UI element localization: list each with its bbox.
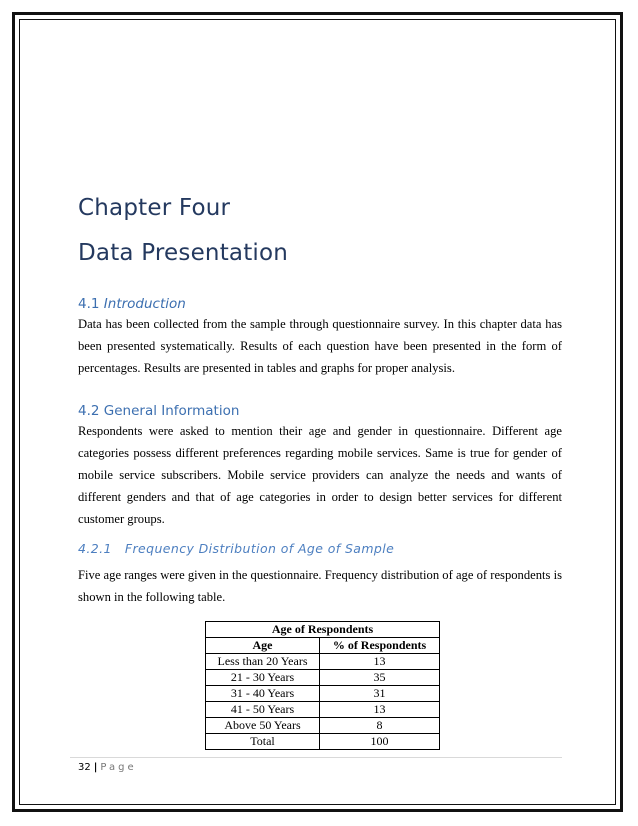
- paragraph-line: customer groups.: [78, 512, 165, 526]
- paragraph-line: percentages. Results are presented in tables and graphs for proper analysis.: [78, 361, 455, 375]
- table-caption: Age of Respondents: [206, 622, 440, 638]
- table-row: [206, 654, 440, 670]
- page-label: Page: [100, 762, 137, 773]
- paragraph-line: different genders and that of age categories in order to design better services for different: [78, 490, 562, 504]
- table-row: [206, 702, 440, 718]
- cell-percent: 13: [320, 654, 440, 670]
- paragraph-introduction: [78, 313, 562, 379]
- page-number: 32: [78, 762, 91, 773]
- page-footer: [78, 762, 137, 773]
- cell-age: 41 - 50 Years: [206, 702, 320, 718]
- cell-age: Above 50 Years: [206, 718, 320, 734]
- table-row: [206, 718, 440, 734]
- paragraph-line: Data has been collected from the sample through questionnaire survey. In this chapter data has: [78, 317, 562, 331]
- cell-percent: 8: [320, 718, 440, 734]
- cell-age: 21 - 30 Years: [206, 670, 320, 686]
- section-number: 4.1: [78, 296, 100, 312]
- age-of-respondents-table: [205, 621, 440, 750]
- paragraph-line: mobile service subscribers. Mobile service providers can analyze the needs and wants of: [78, 468, 562, 482]
- footer-separator: |: [93, 762, 98, 773]
- section-title: Introduction: [103, 296, 186, 312]
- paragraph-general-information: [78, 420, 562, 530]
- paragraph-line: Respondents were asked to mention their age and gender in questionnaire. Different age: [78, 424, 562, 438]
- chapter-subtitle: Data Presentation: [78, 240, 289, 266]
- table-row-total: [206, 734, 440, 750]
- cell-percent: 13: [320, 702, 440, 718]
- cell-percent: 100: [320, 734, 440, 750]
- table-row: [206, 670, 440, 686]
- cell-percent: 31: [320, 686, 440, 702]
- subsection-heading-4-2-1: 4.2.1 Frequency Distribution of Age of Sample: [78, 541, 395, 556]
- paragraph-line: Five age ranges were given in the questionnaire. Frequency distribution of age of respondents is: [78, 568, 562, 582]
- paragraph-line: been presented systematically. Results of each question have been presented in the form of: [78, 339, 562, 353]
- section-heading-4-2: 4.2 General Information: [78, 403, 240, 419]
- cell-age: Total: [206, 734, 320, 750]
- section-heading-4-1: [78, 296, 186, 312]
- paragraph-age-distribution: [78, 564, 562, 608]
- cell-percent: 35: [320, 670, 440, 686]
- column-header-percent: % of Respondents: [320, 638, 440, 654]
- cell-age: Less than 20 Years: [206, 654, 320, 670]
- table-row: [206, 686, 440, 702]
- chapter-title: Chapter Four: [78, 195, 231, 221]
- paragraph-line: categories possess different preferences regarding mobile services. Same is true for gender of: [78, 446, 562, 460]
- paragraph-line: shown in the following table.: [78, 590, 226, 604]
- column-header-age: Age: [206, 638, 320, 654]
- table-caption-row: [206, 622, 440, 638]
- footer-divider: [70, 757, 562, 758]
- cell-age: 31 - 40 Years: [206, 686, 320, 702]
- table-header-row: [206, 638, 440, 654]
